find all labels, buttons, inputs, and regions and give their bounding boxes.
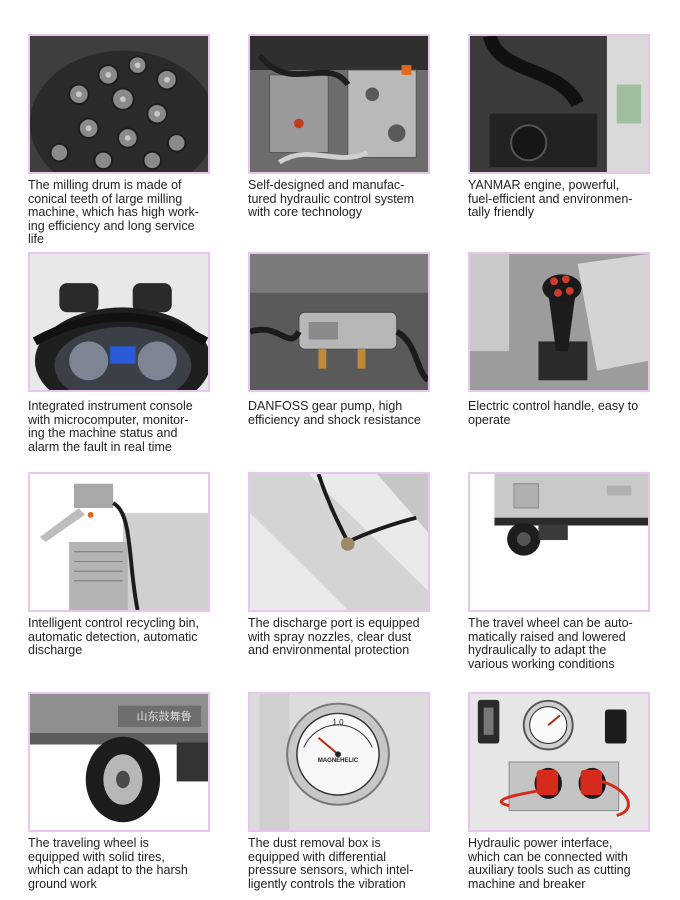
travel-wheel-lift-photo bbox=[468, 472, 650, 612]
feature-caption: YANMAR engine, powerful, fuel-efficient and environmen- tally friendly bbox=[468, 178, 633, 220]
feature-caption: The milling drum is made of conical teeth of large milling machine, which has high work- ing efficiency and long service life bbox=[28, 178, 199, 247]
discharge-port-photo bbox=[248, 472, 430, 612]
gauge-brand-label: MAGNEHELIC bbox=[317, 758, 359, 764]
feature-caption: Hydraulic power interface, which can be connected with auxiliary tools such as cutting machine and breaker bbox=[468, 836, 631, 891]
feature-caption: The discharge port is equipped with spray nozzles, clear dust and environmental protection bbox=[248, 616, 420, 658]
feature-caption: The travel wheel can be auto- matically raised and lowered hydraulically to adapt the various working conditions bbox=[468, 616, 633, 671]
feature-caption: DANFOSS gear pump, high efficiency and shock resistance bbox=[248, 399, 421, 427]
feature-caption: Integrated instrument console with microcomputer, monitor- ing the machine status and alarm the fault in real time bbox=[28, 399, 193, 454]
electric-control-handle-photo bbox=[468, 252, 650, 392]
feature-caption: Self-designed and manufac- tured hydraulic control system with core technology bbox=[248, 178, 415, 220]
feature-caption: Electric control handle, easy to operate bbox=[468, 399, 639, 427]
feature-caption: The dust removal box is equipped with differential pressure sensors, which intel- ligently controls the vibration bbox=[248, 836, 414, 891]
feature-caption: The traveling wheel is equipped with solid tires, which can adapt to the harsh ground work bbox=[28, 836, 188, 891]
recycling-bin-photo bbox=[28, 472, 210, 612]
instrument-console-photo bbox=[28, 252, 210, 392]
hydraulic-control-system-photo bbox=[248, 34, 430, 174]
gauge-top-label: 1.0 bbox=[332, 718, 344, 727]
hydraulic-power-interface-photo bbox=[468, 692, 650, 832]
brand-plate-text: 山东鼓舞鲁 bbox=[136, 710, 192, 723]
yanmar-engine-photo bbox=[468, 34, 650, 174]
feature-caption: Intelligent control recycling bin, automatic detection, automatic discharge bbox=[28, 616, 199, 658]
milling-drum-teeth-photo bbox=[28, 34, 210, 174]
danfoss-gear-pump-photo bbox=[248, 252, 430, 392]
